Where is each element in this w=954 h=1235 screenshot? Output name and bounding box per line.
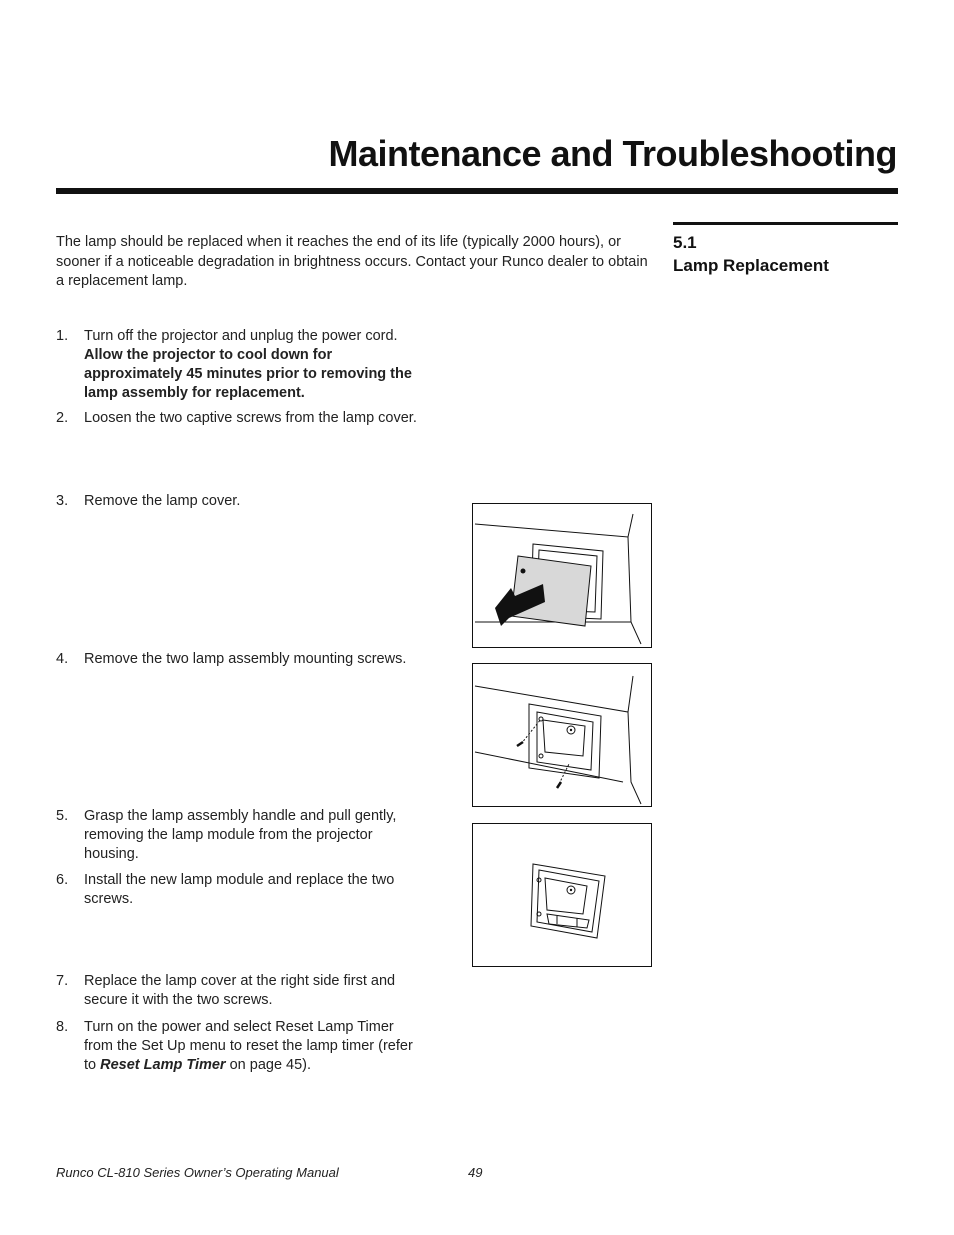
step-number: 4. bbox=[56, 651, 69, 667]
step-text: Remove the two lamp assembly mounting screws. bbox=[84, 651, 407, 667]
intro-paragraph: The lamp should be replaced when it reaches the end of its life (typically 2000 hours), or sooner if a noticeable degradation in brightness occurs. Contact your Runco dealer to obtain a replacement lamp. bbox=[56, 234, 648, 289]
footer-page-number: 49 bbox=[468, 1165, 483, 1180]
step-text: Install the new lamp module and replace the two screws. bbox=[84, 872, 395, 907]
step-4 bbox=[56, 650, 446, 669]
step-text: Turn on the power and select Reset Lamp Timer from the Set Up menu to reset the lamp timer (refer to bbox=[84, 1019, 413, 1073]
figure-remove-mounting-screws bbox=[472, 663, 652, 807]
step-5 bbox=[56, 807, 426, 864]
section-rule bbox=[673, 222, 898, 225]
step-number: 2. bbox=[56, 410, 69, 426]
figure-lamp-module bbox=[472, 823, 652, 967]
page-title: Maintenance and Troubleshooting bbox=[328, 133, 897, 174]
section-number: 5.1 bbox=[673, 233, 697, 252]
figure-remove-lamp-cover bbox=[472, 503, 652, 648]
step-number: 6. bbox=[56, 872, 69, 888]
title-rule bbox=[56, 188, 898, 194]
step-2 bbox=[56, 409, 426, 428]
step-text: Replace the lamp cover at the right side first and secure it with the two screws. bbox=[84, 973, 396, 1008]
step-number: 1. bbox=[56, 328, 69, 344]
step-number: 3. bbox=[56, 493, 69, 509]
step-3 bbox=[56, 492, 426, 511]
step-number: 8. bbox=[56, 1019, 69, 1035]
step-1 bbox=[56, 327, 426, 403]
step-number: 5. bbox=[56, 808, 69, 824]
step-7 bbox=[56, 972, 426, 1010]
step-6 bbox=[56, 871, 426, 909]
section-title: Lamp Replacement bbox=[673, 256, 829, 275]
step-text: Turn off the projector and unplug the power cord. bbox=[84, 328, 398, 344]
step-number: 7. bbox=[56, 973, 69, 989]
footer-manual-title: Runco CL-810 Series Owner’s Operating Manual bbox=[56, 1165, 339, 1180]
step-8 bbox=[56, 1018, 426, 1075]
step-text: Grasp the lamp assembly handle and pull gently, removing the lamp module from the projector housing. bbox=[84, 808, 397, 862]
step-warning: Allow the projector to cool down for approximately 45 minutes prior to removing the lamp assembly for replacement. bbox=[84, 347, 412, 401]
cross-reference-link[interactable]: Reset Lamp Timer bbox=[100, 1057, 226, 1073]
step-text: Remove the lamp cover. bbox=[84, 493, 241, 509]
step-text: Loosen the two captive screws from the lamp cover. bbox=[84, 410, 417, 426]
step-text-end: on page 45). bbox=[225, 1057, 312, 1073]
